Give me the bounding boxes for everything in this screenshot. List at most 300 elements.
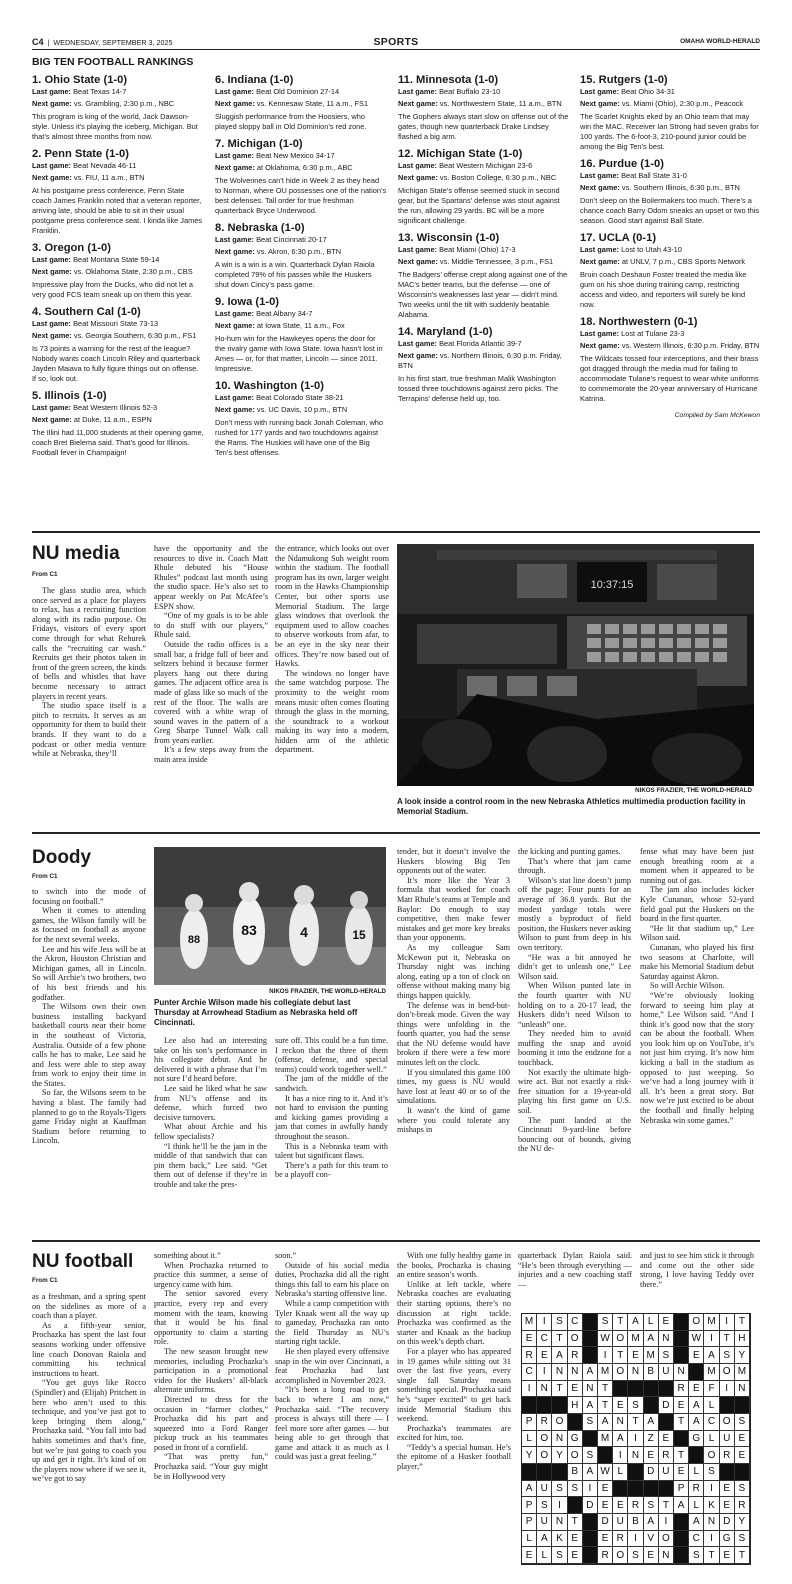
crossword-black-square — [583, 1514, 598, 1531]
crossword-black-square — [583, 1431, 598, 1448]
ranking-entry — [398, 148, 570, 226]
last-game — [580, 245, 760, 255]
crossword-letter: M — [598, 1364, 613, 1381]
team-name: 12. Michigan State (1-0) — [398, 148, 523, 160]
nu-media-caption: A look inside a control room in the new Nebraska Athletics multimedia production facility in Memorial Stadium. — [397, 797, 746, 816]
crossword-letter: N — [659, 1547, 674, 1564]
crossword-letter: O — [613, 1547, 628, 1564]
last-game-value: Beat Ohio 34-31 — [621, 87, 675, 96]
crossword-letter: O — [568, 1331, 583, 1348]
crossword-letter: R — [659, 1447, 674, 1464]
nu-football-jump-line: From C1 — [32, 1277, 58, 1284]
crossword-letter: M — [598, 1431, 613, 1448]
next-game-label: Next game: — [580, 257, 620, 266]
paragraph: The punt landed at the Cincinnati 9-yard-line before bouncing out of bounds, giving the NU de- — [518, 1115, 631, 1154]
crossword-letter: I — [537, 1364, 552, 1381]
next-game-value: vs. Miami (Ohio), 2:30 p.m., Peacock — [621, 99, 744, 108]
nu-football-column-2 — [154, 1251, 268, 1481]
crossword-black-square — [628, 1381, 643, 1398]
ranking-entry — [32, 390, 204, 458]
crossword-letter: E — [659, 1431, 674, 1448]
team-name: 15. Rutgers (1-0) — [580, 74, 668, 86]
last-game — [580, 171, 760, 181]
crossword-letter: G — [568, 1431, 583, 1448]
crossword-letter: Y — [735, 1514, 750, 1531]
team-note: Sluggish performance from the Hoosiers, who played sloppy ball in Old Dominion’s red zone. — [215, 112, 367, 131]
crossword-letter: E — [568, 1381, 583, 1398]
crossword-letter: L — [522, 1531, 537, 1548]
paragraph: soon.” — [275, 1251, 297, 1260]
next-game-label: Next game: — [398, 173, 438, 182]
crossword-letter: L — [613, 1464, 628, 1481]
crossword-letter: S — [537, 1497, 552, 1514]
paragraph: The Wilsons own their own business installing backyard basketball courts near their home in the southeast of Victoria, Australia. Outside of a few phone calls he has to make, Lee said he and Jess were able to step away from work to enjoy their time in the States. — [32, 1002, 146, 1088]
last-game — [398, 245, 570, 255]
next-game — [398, 257, 570, 267]
crossword-letter: S — [583, 1447, 598, 1464]
crossword-letter: I — [659, 1514, 674, 1531]
team-note: Ho-hum win for the Hawkeyes opens the door for the rivalry game with Iowa State. Iowa hasn’t lost in Ames — or, for that matter, Lincoln — since 2011. Impressive. — [215, 334, 383, 373]
team-name: 5. Illinois (1-0) — [32, 390, 107, 402]
crossword-letter: S — [628, 1397, 643, 1414]
last-game-label: Last game: — [398, 87, 438, 96]
crossword-letter: T — [659, 1497, 674, 1514]
team-name: 9. Iowa (1-0) — [215, 296, 280, 308]
crossword-letter: B — [628, 1514, 643, 1531]
paragraph: There’s a path for this team to be a playoff con- — [275, 1160, 388, 1180]
crossword-letter: N — [628, 1364, 643, 1381]
next-game-value: at Iowa State, 11 a.m., Fox — [256, 321, 345, 330]
crossword-letter: T — [552, 1331, 567, 1348]
crossword-letter: U — [537, 1514, 552, 1531]
nu-media-photo-credit: NIKOS FRAZIER, THE WORLD-HERALD — [635, 787, 752, 794]
nu-media-column-1 — [32, 586, 146, 759]
crossword-letter: E — [689, 1381, 704, 1398]
paragraph: “He was a bit annoyed he didn’t get to unleash one,” Lee Wilson said. — [518, 952, 631, 981]
section-divider — [32, 1240, 760, 1242]
doody-column-2 — [154, 1036, 267, 1190]
team-note: The Gophers always start slow on offense out of the gates, though new quarterback Drake Lindsey flashed a big arm. — [398, 112, 569, 141]
ranking-entry — [215, 380, 387, 458]
crossword-letter: P — [674, 1481, 689, 1498]
next-game-label: Next game: — [215, 405, 255, 414]
crossword-letter: A — [537, 1531, 552, 1548]
last-game-value: Beat Florida Atlantic 39-7 — [439, 339, 522, 348]
last-game-value: Beat Old Dominion 27-14 — [256, 87, 340, 96]
crossword-letter: E — [720, 1547, 735, 1564]
next-game — [580, 257, 760, 267]
crossword-black-square — [674, 1331, 689, 1348]
crossword-letter: D — [720, 1514, 735, 1531]
crossword-letter: M — [644, 1347, 659, 1364]
crossword-letter: L — [704, 1431, 719, 1448]
crossword-letter: U — [720, 1431, 735, 1448]
crossword-letter: I — [628, 1431, 643, 1448]
crossword-letter: N — [583, 1381, 598, 1398]
paragraph: The jam also includes kicker Kyle Cunanan, whose 52-yard field goal put the Huskers on the board in the first quarter. — [640, 885, 754, 924]
crossword-letter: D — [583, 1497, 598, 1514]
crossword-black-square — [537, 1397, 552, 1414]
crossword-letter: S — [598, 1314, 613, 1331]
paragraph: Lee also had an interesting take on his son’s performance in his collegiate debut. And he delivered it with a phrase that I’m not sure I’d heard before. — [154, 1036, 267, 1084]
next-game-value: at Duke, 11 a.m., ESPN — [73, 415, 152, 424]
crossword-letter: M — [628, 1331, 643, 1348]
crossword-letter: T — [735, 1547, 750, 1564]
paragraph: the kicking and punting games. — [518, 847, 621, 856]
next-game-label: Next game: — [580, 99, 620, 108]
paragraph: “Teddy’s a special human. He’s the epitome of a Husker football player,” — [397, 1442, 511, 1472]
paragraph: When it comes to attending games, the Wilson family will be as focused on football as anyone for the next several weeks. — [32, 906, 146, 944]
crossword-letter: T — [720, 1331, 735, 1348]
crossword-letter: S — [735, 1481, 750, 1498]
last-game-label: Last game: — [580, 245, 620, 254]
crossword-black-square — [689, 1364, 704, 1381]
crossword-letter: I — [704, 1331, 719, 1348]
crossword-letter: N — [613, 1414, 628, 1431]
crossword-black-square — [522, 1397, 537, 1414]
crossword-letter: A — [613, 1431, 628, 1448]
team-name: 3. Oregon (1-0) — [32, 242, 111, 254]
team-note: Michigan State’s offense seemed stuck in second gear, but the Spartans’ defense was stout against the run, allowing 29 yards. BC will be a more significant challenge. — [398, 186, 560, 225]
crossword-letter: P — [522, 1414, 537, 1431]
crossword-letter: D — [659, 1397, 674, 1414]
crossword-letter: A — [598, 1414, 613, 1431]
last-game — [398, 161, 570, 171]
next-game-value: vs. Northwestern State, 11 a.m., BTN — [439, 99, 562, 108]
crossword-letter: T — [613, 1314, 628, 1331]
paragraph: So far, the Wilsons seem to be having a blast. The family had planned to go to the Royals-Tigers game Friday night at Kauffman Stadium before returning to Lincoln. — [32, 1088, 146, 1146]
paragraph: something about it.” — [154, 1251, 221, 1260]
last-game-label: Last game: — [215, 393, 255, 402]
jersey-number-88: 88 — [187, 934, 201, 946]
crossword-letter: E — [628, 1347, 643, 1364]
crossword-letter: L — [689, 1497, 704, 1514]
crossword-letter: R — [674, 1381, 689, 1398]
crossword-letter: S — [704, 1464, 719, 1481]
ranking-entry — [398, 232, 570, 320]
crossword-black-square — [644, 1381, 659, 1398]
next-game — [580, 99, 760, 109]
crossword-black-square — [613, 1381, 628, 1398]
next-game — [215, 405, 387, 415]
paragraph: While a camp competition with Tyler Knaak went all the way up to gameday, Prochazka ran onto the field Thursday as NU’s starting right tackle. — [275, 1298, 389, 1347]
crossword-letter: M — [704, 1314, 719, 1331]
next-game-label: Next game: — [398, 257, 438, 266]
paragraph: “You get guys like Rocco (Spindler) and (Elijah) Pritchett in here who aren’t used to this technique, and you’ve just got to keep bringing them along,” Prochazka said. “You fall into bad habits sometimes and that’s fine, but we’re just going to coach you up and get it right. It’s kind of on the players now where if we see it, we’ve got to say — [32, 1378, 146, 1484]
team-name: 7. Michigan (1-0) — [215, 138, 303, 150]
paragraph: “I think he’ll be the jam in the middle of that sandwich that can pin them back,” Lee said. “Get them out of defense if they’re in trouble and take the pres- — [154, 1141, 267, 1189]
doody-photo-credit: NIKOS FRAZIER, THE WORLD-HERALD — [269, 988, 386, 995]
ranking-entry — [215, 74, 387, 132]
crossword-letter: E — [598, 1531, 613, 1548]
last-game — [580, 87, 760, 97]
next-game-label: Next game: — [398, 99, 438, 108]
crossword-letter: R — [537, 1414, 552, 1431]
team-name: 10. Washington (1-0) — [215, 380, 324, 392]
crossword-black-square — [583, 1531, 598, 1548]
crossword-letter: S — [735, 1414, 750, 1431]
rankings-column-2 — [215, 74, 387, 464]
next-game-label: Next game: — [215, 163, 255, 172]
crossword-letter: I — [720, 1381, 735, 1398]
paragraph: Cunanan, who played his first two seasons at Charlotte, will make his Memorial Stadium debut Saturday against Akron. — [640, 942, 754, 981]
paragraph: It has a nice ring to it. And it’s not hard to envision the punting and kicking games providing a jam that comes in awfully handy throughout the season. — [275, 1093, 388, 1141]
crossword-letter: P — [522, 1497, 537, 1514]
crossword-letter: R — [628, 1497, 643, 1514]
team-note: The Scarlet Knights eked by an Ohio team that may win the MAC. Receiver Ian Strong had seven grabs for 100 yards. The 6-foot-3, 210-pound junior could be among the Big Ten’s best. — [580, 112, 759, 151]
crossword-letter: N — [552, 1431, 567, 1448]
crossword-letter: S — [568, 1481, 583, 1498]
crossword-letter: O — [537, 1431, 552, 1448]
crossword-letter: K — [552, 1531, 567, 1548]
last-game-label: Last game: — [32, 87, 72, 96]
next-game — [580, 341, 760, 351]
doody-headline: Doody — [32, 847, 92, 868]
last-game-label: Last game: — [580, 329, 620, 338]
crossword-letter: N — [537, 1381, 552, 1398]
paragraph: Lee and his wife Jess will be at the Akron, Houston Christian and Michigan games, all in Lincoln. So will Archie’s two brothers, two of his best friends and his godfather. — [32, 944, 146, 1002]
last-game-label: Last game: — [398, 339, 438, 348]
team-note: A win is a win is a win. Quarterback Dylan Raiola completed 79% of his passes while the Huskers shut down Cincy’s pass game. — [215, 260, 375, 289]
next-game — [215, 247, 387, 257]
last-game-label: Last game: — [215, 151, 255, 160]
last-game — [32, 87, 204, 97]
team-note: Bruin coach Deshaun Foster treated the media like gum on his shoe during training camp, restricting access and video, and reporters will surely be kind now. — [580, 270, 747, 309]
crossword-letter: M — [522, 1314, 537, 1331]
crossword-letter: I — [522, 1381, 537, 1398]
last-game — [32, 319, 204, 329]
last-game-label: Last game: — [398, 161, 438, 170]
paragraph: For a player who has appeared in 19 games while sitting out 31 over the last five years, every single fall Saturday means something special. Prochazka said he’s “super excited” to get back inside Memorial Stadium this weekend. — [397, 1346, 511, 1424]
crossword-letter: O — [613, 1364, 628, 1381]
paragraph: tender, but it doesn’t involve the Huskers blowing Big Ten opponents out of the water. — [397, 847, 510, 876]
crossword-letter: S — [552, 1481, 567, 1498]
page-folio: C4 | WEDNESDAY, SEPTEMBER 3, 2025 — [32, 37, 173, 47]
last-game-value: Beat Ball State 31-0 — [621, 171, 687, 180]
section-divider — [32, 531, 760, 533]
crossword-letter: T — [674, 1414, 689, 1431]
paragraph: What about Archie and his fellow specialists? — [154, 1122, 267, 1141]
next-game — [398, 173, 570, 183]
next-game — [32, 99, 204, 109]
next-game — [32, 267, 204, 277]
team-name: 16. Purdue (1-0) — [580, 158, 664, 170]
crossword-black-square — [522, 1464, 537, 1481]
crossword-letter: E — [674, 1397, 689, 1414]
nu-football-column-6 — [640, 1251, 754, 1289]
nu-football-column-4 — [397, 1251, 511, 1472]
crossword-black-square — [644, 1397, 659, 1414]
team-note: At his postgame press conference, Penn State coach James Franklin noted that a veteran reporter, arriving late, should be able to sit in their usual postgame press conference seat. I kinda like James Franklin. — [32, 186, 203, 235]
jersey-number-4: 4 — [300, 924, 308, 940]
rankings-column-4 — [580, 74, 760, 419]
crossword-letter: C — [537, 1331, 552, 1348]
crossword-letter: L — [689, 1464, 704, 1481]
paragraph: Outside the radio offices is a small bar, a fridge full of beer and seltzers behind it because former players hang out there during games. The adjacent office area is made of glass like so much of the rest of the floor. The walls are covered with a white wrap of sound waves in the pattern of a Greg Sharpe Tunnel Walk call from years earlier. — [154, 639, 268, 745]
last-game-value: Lost to Utah 43-10 — [621, 245, 682, 254]
last-game-value: Lost at Tulane 23-3 — [621, 329, 685, 338]
next-game-label: Next game: — [398, 351, 438, 360]
paper-name: OMAHA WORLD-HERALD — [680, 38, 760, 45]
doody-column-5 — [518, 847, 631, 1154]
paragraph: The windows no longer have the same watchdog purpose. The proximity to the weight room means music often comes floating through the glass in the morning, the soundtrack to a workout making its way into a modern, hidden arm of the athletic department. — [275, 668, 389, 755]
last-game — [32, 255, 204, 265]
crossword-letter: S — [552, 1547, 567, 1564]
crossword-black-square — [568, 1414, 583, 1431]
ranking-entry — [215, 222, 387, 290]
last-game — [398, 339, 570, 349]
next-game-value: vs. Georgia Southern, 6:30 p.m., FS1 — [73, 331, 197, 340]
next-game-label: Next game: — [215, 247, 255, 256]
paragraph: The new season brought new memories, including Prochazka’s participation in a promotional video for the Huskers’ all-black alternate uniforms. — [154, 1346, 268, 1395]
last-game-label: Last game: — [32, 319, 72, 328]
next-game-label: Next game: — [32, 99, 72, 108]
team-note: The Wildcats tossed four interceptions, and their brass got dragged through the media mud for failing to accommodate Tulane’s request to wear white uniforms to commemorate the 20-year anniversary of Hurricane Katrina. — [580, 354, 759, 403]
crossword-letter: R — [735, 1497, 750, 1514]
crossword-letter: P — [522, 1514, 537, 1531]
crossword-letter: E — [644, 1547, 659, 1564]
crossword-black-square — [674, 1531, 689, 1548]
team-name: 4. Southern Cal (1-0) — [32, 306, 141, 318]
crossword-letter: E — [720, 1481, 735, 1498]
crossword-black-square — [583, 1331, 598, 1348]
crossword-letter: R — [613, 1531, 628, 1548]
crossword-letter: S — [552, 1314, 567, 1331]
crossword-letter: E — [568, 1547, 583, 1564]
crossword-black-square — [674, 1347, 689, 1364]
nu-media-jump-line: From C1 — [32, 571, 58, 578]
crossword-letter: T — [598, 1397, 613, 1414]
crossword-letter: S — [659, 1347, 674, 1364]
paragraph: It’s a few steps away from the main area inside — [154, 745, 268, 765]
crossword-letter: I — [704, 1531, 719, 1548]
ranking-entry — [32, 74, 204, 142]
next-game-value: vs. Middle Tennessee, 3 p.m., FS1 — [439, 257, 554, 266]
ranking-entry — [32, 242, 204, 300]
crossword-black-square — [674, 1514, 689, 1531]
next-game-label: Next game: — [32, 331, 72, 340]
crossword-letter: A — [583, 1464, 598, 1481]
next-game-label: Next game: — [32, 415, 72, 424]
crossword-letter: U — [659, 1364, 674, 1381]
paragraph: It wasn’t the kind of game where you could tolerate any mishaps in — [397, 1106, 510, 1135]
punter-image — [154, 847, 386, 985]
last-game-value: Beat New Mexico 34-17 — [256, 151, 335, 160]
paragraph: fense what may have been just enough breathing room at a moment when it appeared to be running out of gas. — [640, 847, 754, 885]
paragraph: The studio space itself is a pitch to recruits. It serves as an opportunity for them to build their brands. If they want to do a podcast or other media venture while at Nebraska, they’ll — [32, 701, 146, 759]
crossword-letter: E — [522, 1547, 537, 1564]
nu-media-headline: NU media — [32, 543, 120, 564]
crossword-letter: N — [659, 1331, 674, 1348]
next-game-label: Next game: — [215, 99, 255, 108]
crossword-letter: L — [704, 1397, 719, 1414]
paragraph: as a freshman, and a spring spent on the sidelines as more of a coach than a player. — [32, 1292, 146, 1321]
rankings-title: BIG TEN FOOTBALL RANKINGS — [32, 56, 194, 68]
ranking-entry — [215, 138, 387, 216]
crossword-letter: W — [689, 1331, 704, 1348]
paragraph: With one fully healthy game in the books, Prochazka is chasing an entire season’s worth. — [397, 1251, 511, 1280]
ranking-entry — [32, 148, 204, 236]
next-game-label: Next game: — [580, 183, 620, 192]
paragraph: The defense was in bend-but-don’t-break mode. Given the way things were unfolding in the fourth quarter, you had the sense that the NU defense would have broken if there were a few more minutes left on the clock. — [397, 1000, 510, 1068]
paragraph: The glass studio area, which once served as a place for players to relax, has a recruiting function along with its radio purpose. On Fridays, visitors of every sport come through for what Rehurek calls the “recruiting car wash.” Recruits get their photos taken in front of the green screen, the kinds of bells and whistles that have become necessary to attract players in recent years. — [32, 586, 146, 701]
paragraph: Prochazka’s teammates are excited for him, too. — [397, 1423, 511, 1443]
paragraph: “He lit that stadium up,” Lee Wilson said. — [640, 923, 754, 943]
next-game — [398, 351, 570, 371]
punter-photo — [154, 847, 386, 985]
crossword-letter: L — [522, 1431, 537, 1448]
ranking-entry — [215, 296, 387, 374]
crossword-letter: R — [598, 1547, 613, 1564]
crossword-black-square — [598, 1447, 613, 1464]
next-game-value: vs. Akron, 6:30 p.m., BTN — [256, 247, 342, 256]
crossword-letter: D — [644, 1464, 659, 1481]
page-number: C4 — [32, 37, 44, 47]
last-game-label: Last game: — [32, 255, 72, 264]
paragraph: Not exactly the ultimate high-wire act. But not exactly a risk-free situation for a 19-year-old playing his first game on U.S. soil. — [518, 1067, 631, 1116]
ranking-entry — [398, 74, 570, 142]
paragraph: Unlike at left tackle, where Nebraska coaches are evaluating their starting options, there’s no discussion at right tackle. Prochazka was confirmed as the starter and Knaak as the backup on this week’s depth chart. — [397, 1279, 511, 1347]
crossword-letter: E — [568, 1531, 583, 1548]
crossword-letter: M — [704, 1364, 719, 1381]
crossword-letter: S — [689, 1547, 704, 1564]
next-game-label: Next game: — [580, 341, 620, 350]
next-game-value: vs. Boston College, 6:30 p.m., NBC — [439, 173, 557, 182]
crossword-letter: R — [522, 1347, 537, 1364]
nu-football-headline: NU football — [32, 1251, 134, 1272]
crossword-letter: T — [568, 1514, 583, 1531]
crossword-black-square — [720, 1464, 735, 1481]
team-note: This program is king of the world, Jack Dawson-style. Unless it’s playing the iceberg, Michigan. But that’s almost three months from now. — [32, 112, 198, 141]
team-name: 13. Wisconsin (1-0) — [398, 232, 500, 244]
paragraph: When Prochazka returned to practice this summer, a sense of urgency came with him. — [154, 1260, 268, 1289]
last-game — [215, 87, 387, 97]
crossword-solution-grid — [521, 1313, 751, 1565]
paragraph: That’s where that jam came through. — [518, 856, 631, 876]
doody-column-1 — [32, 887, 146, 1146]
crossword-letter: A — [689, 1397, 704, 1414]
crossword-letter: R — [689, 1481, 704, 1498]
crossword-letter: T — [613, 1347, 628, 1364]
crossword-letter: O — [568, 1447, 583, 1464]
last-game — [215, 235, 387, 245]
crossword-letter: K — [704, 1497, 719, 1514]
control-room-photo — [397, 544, 754, 786]
last-game-value: Beat Western Michigan 23-6 — [439, 161, 533, 170]
crossword-letter: T — [628, 1414, 643, 1431]
crossword-letter: A — [644, 1414, 659, 1431]
doody-caption: Punter Archie Wilson made his collegiate debut last Thursday at Arrowhead Stadium as Nebraska held off Cincinnati. — [154, 998, 358, 1027]
crossword-letter: R — [568, 1347, 583, 1364]
last-game-value: Beat Albany 34-7 — [256, 309, 313, 318]
paragraph: the entrance, which looks out over the Ndamukong Suh weight room within the stadium. The football program has its own, larger weight room in the Hawks Championship Center, but other sports use Memorial Stadium. The large glass windows that overlook the equipment used to allow coaches to observe workouts from afar, to be an eye in the sky near their offices. They’re now based out of Hawks. — [275, 544, 389, 669]
crossword-letter: U — [537, 1481, 552, 1498]
rankings-credit: Compiled by Sam McKewon — [674, 412, 760, 419]
paragraph: As my colleague Sam McKewon put it, Nebraska on Thursday night was inching along, eating up a ton of clock on offense without making many big things happen quickly. — [397, 942, 510, 1000]
crossword-letter: A — [552, 1347, 567, 1364]
crossword-letter: B — [644, 1364, 659, 1381]
team-note: In his first start, true freshman Malik Washington tossed three touchdowns against zero picks. The Terrapins’ defense held up, too. — [398, 374, 559, 403]
doody-jump-line: From C1 — [32, 873, 58, 880]
last-game-value: Beat Montana State 59-14 — [73, 255, 160, 264]
crossword-black-square — [552, 1464, 567, 1481]
paragraph: and just to see him stick it through and come out the other side strong, I love having Teddy over there.” — [640, 1251, 754, 1289]
next-game-label: Next game: — [32, 267, 72, 276]
paragraph: This is a Nebraska team with talent but significant flaws. — [275, 1141, 388, 1161]
crossword-letter: G — [720, 1531, 735, 1548]
paragraph: It’s more like the Year 3 formula that worked for coach Matt Rhule’s teams at Temple and Baylor: Do enough to stay competitive, then make fewer mistakes and get more key breaks than your opponents. — [397, 875, 510, 943]
last-game — [398, 87, 570, 97]
